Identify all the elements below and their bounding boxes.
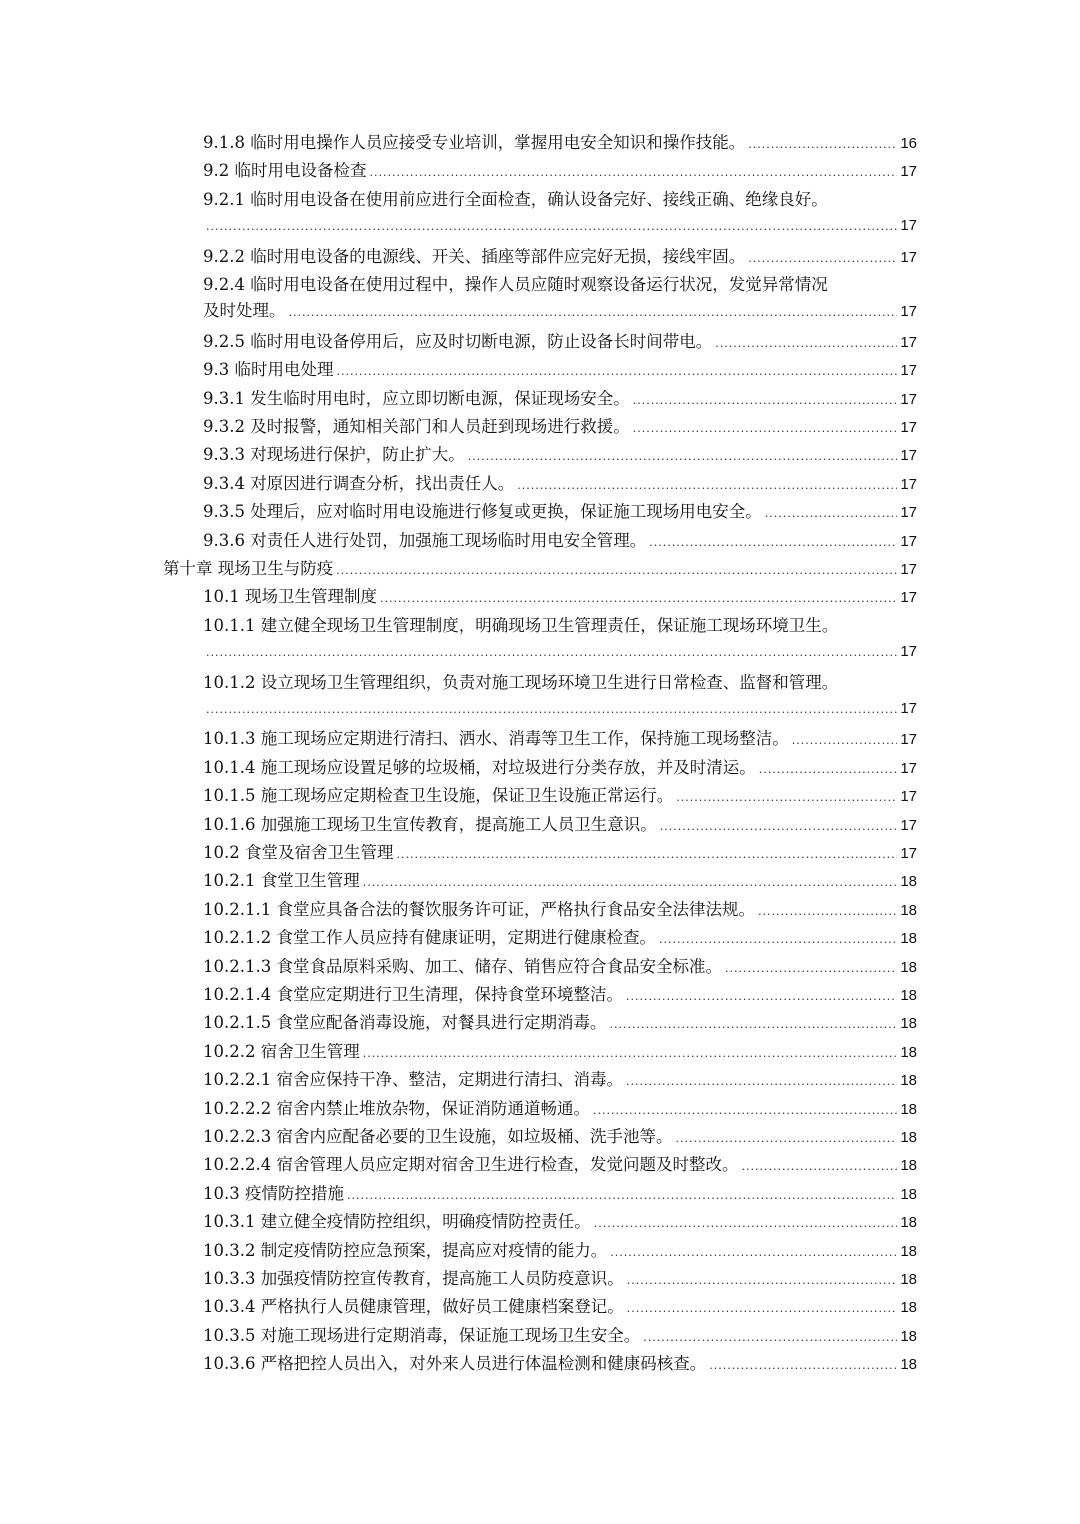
toc-entry[interactable] [203, 954, 917, 980]
toc-page-number: 18 [900, 958, 917, 976]
toc-page-number: 17 [900, 303, 917, 320]
toc-leader-dots [626, 1069, 897, 1095]
toc-entry-title: 10.1.3 施工现场应定期进行清扫、洒水、消毒等卫生工作，保持施工现场整洁。 [203, 729, 789, 749]
toc-entry-title: 10.2.2 宿舍卫生管理 [203, 1041, 360, 1061]
toc-entry-title: 10.3.1 建立健全疫情防控组织，明确疫情防控责任。 [203, 1212, 591, 1232]
toc-leader-dots [609, 1012, 897, 1038]
toc-leader-dots [675, 1126, 897, 1152]
toc-leader-dots [627, 1296, 898, 1322]
toc-entry-title: 9.3.6 对责任人进行处罚，加强施工现场临时用电安全管理。 [203, 530, 647, 550]
toc-page-number: 17 [900, 731, 917, 749]
toc-entry[interactable] [203, 1096, 917, 1122]
toc-leader-dots [748, 132, 897, 158]
toc-entry-title: 10.1.4 施工现场应设置足够的垃圾桶，对垃圾进行分类存放，并及时清运。 [203, 757, 756, 777]
toc-entry-title: 第十章 现场卫生与防疫 [163, 559, 334, 578]
toc-entry[interactable] [203, 187, 917, 244]
toc-page-number: 17 [900, 561, 917, 578]
toc-page-number: 17 [900, 475, 917, 493]
toc-entry-title: 10.3.4 严格执行人员健康管理，做好员工健康档案登记。 [203, 1297, 624, 1317]
toc-entry-title: 10.1.5 施工现场应定期检查卫生设施，保证卫生设施正常运行。 [203, 786, 674, 806]
toc-entry[interactable] [203, 471, 917, 497]
toc-leader-dots [468, 444, 898, 470]
toc-page-number: 17 [900, 759, 917, 777]
toc-leader-dots [626, 984, 897, 1010]
toc-leader-dots [206, 214, 897, 240]
toc-leader-dots [741, 1154, 897, 1180]
toc-leader-dots [363, 870, 898, 896]
toc-entry[interactable] [203, 1209, 917, 1235]
toc-entry-title: 10.3.5 对施工现场进行定期消毒，保证施工现场卫生安全。 [203, 1325, 641, 1345]
toc-page-number: 17 [900, 699, 917, 717]
toc-entry[interactable] [203, 584, 917, 610]
toc-entry-title: 10.2.2.4 宿舍管理人员应定期对宿舍卫生进行检查，发觉问题及时整改。 [203, 1155, 739, 1175]
toc-entry[interactable] [203, 386, 917, 412]
toc-leader-dots [633, 388, 898, 414]
toc-entry-title: 9.3.3 对现场进行保护，防止扩大。 [203, 445, 465, 465]
toc-entry[interactable] [203, 329, 917, 355]
toc-entry-title: 10.2.1.2 食堂工作人员应持有健康证明，定期进行健康检查。 [203, 928, 656, 948]
toc-entry-title: 9.3 临时用电处理 [203, 360, 334, 380]
toc-page-number: 18 [900, 1015, 917, 1033]
toc-entry-title-continued: 及时处理。 [203, 301, 286, 320]
toc-page-number: 17 [900, 390, 917, 408]
toc-entry[interactable] [203, 130, 917, 156]
toc-page-number: 18 [900, 1356, 917, 1374]
toc-entry[interactable] [203, 272, 917, 329]
toc-leader-dots [337, 359, 898, 385]
toc-leader-dots [610, 1240, 897, 1266]
toc-entry[interactable] [203, 726, 917, 752]
toc-leader-dots [633, 416, 898, 442]
toc-entry[interactable] [203, 1294, 917, 1320]
toc-entry-title: 10.2.2.2 宿舍内禁止堆放杂物，保证消防通道畅通。 [203, 1098, 590, 1118]
toc-entry-title: 10.3.2 制定疫情防控应急预案，提高应对疫情的能力。 [203, 1240, 608, 1260]
toc-leader-dots [659, 927, 897, 953]
toc-page-number: 18 [900, 930, 917, 948]
toc-page-number: 17 [900, 419, 917, 436]
toc-leader-dots [643, 1325, 897, 1351]
toc-entry[interactable] [203, 158, 917, 184]
toc-entry[interactable] [203, 755, 917, 781]
toc-entry[interactable] [203, 1010, 917, 1036]
toc-entry-title: 10.2.2.3 宿舍内应配备必要的卫生设施，如垃圾桶、洗手池等。 [203, 1127, 673, 1146]
toc-page-number: 18 [900, 1299, 917, 1317]
toc-leader-dots [370, 160, 898, 186]
toc-entry-title: 10.2 食堂及宿舍卫生管理 [203, 843, 394, 862]
toc-page-number: 18 [900, 1327, 917, 1345]
toc-page-number: 17 [900, 788, 917, 806]
toc-page-number: 17 [900, 642, 917, 660]
toc-entry-title: 9.3.4 对原因进行调查分析，找出责任人。 [203, 473, 515, 493]
toc-page-number: 17 [900, 447, 917, 465]
toc-entry[interactable] [203, 1266, 917, 1292]
toc-leader-dots [725, 956, 897, 982]
toc-entry-title: 9.3.2 及时报警，通知相关部门和人员赶到现场进行救援。 [203, 417, 630, 436]
toc-entry[interactable] [163, 556, 917, 582]
toc-page-number: 18 [900, 1043, 917, 1061]
toc-leader-dots [709, 1353, 897, 1379]
toc-entry-title: 9.3.5 处理后，应对临时用电设施进行修复或更换，保证施工现场用电安全。 [203, 502, 762, 522]
toc-entry-title: 10.2.2.1 宿舍应保持干净、整洁，定期进行清扫、消毒。 [203, 1070, 623, 1090]
toc-entry[interactable] [203, 897, 917, 923]
toc-page-number: 17 [900, 504, 917, 522]
toc-leader-dots [660, 814, 898, 840]
toc-entry[interactable] [203, 982, 917, 1008]
toc-leader-dots [363, 1041, 898, 1067]
toc-page-number: 17 [900, 845, 917, 862]
toc-entry-title: 10.1.2 设立现场卫生管理组织，负责对施工现场环境卫生进行日常检查、监督和管理。 [203, 672, 839, 692]
toc-page-number: 17 [900, 362, 917, 380]
toc-entry-title: 9.2 临时用电设备检查 [203, 161, 367, 181]
toc-entry-title: 10.1.6 加强施工现场卫生宣传教育，提高施工人员卫生意识。 [203, 814, 657, 834]
toc-page-number: 18 [900, 1157, 917, 1175]
toc-entry[interactable] [203, 1124, 917, 1150]
toc-leader-dots [759, 757, 898, 783]
toc-leader-dots [347, 1183, 897, 1209]
toc-entry[interactable] [203, 1323, 917, 1349]
toc-page-number: 17 [900, 532, 917, 550]
toc-entry-title: 10.2.1.5 食堂应配备消毒设施，对餐具进行定期消毒。 [203, 1013, 607, 1033]
toc-page-number: 18 [900, 1100, 917, 1118]
toc-entry[interactable] [203, 925, 917, 951]
toc-entry[interactable] [203, 1181, 917, 1207]
toc-page-number: 17 [900, 589, 917, 607]
toc-entry[interactable] [203, 414, 917, 440]
toc-entry[interactable] [203, 812, 917, 838]
toc-leader-dots [396, 842, 897, 868]
toc-leader-dots [758, 899, 897, 925]
toc-entry[interactable] [203, 1067, 917, 1093]
toc-page-number: 18 [900, 1185, 917, 1203]
toc-page-number: 18 [900, 901, 917, 919]
toc-leader-dots [289, 300, 898, 326]
toc-entry-title: 9.3.1 发生临时用电时，应立即切断电源，保证现场安全。 [203, 388, 630, 408]
toc-leader-dots [676, 785, 897, 811]
toc-entry-title: 10.1 现场卫生管理制度 [203, 587, 377, 607]
toc-page-number: 17 [900, 248, 917, 266]
toc-entry[interactable] [203, 1039, 917, 1065]
toc-page-number: 17 [900, 216, 917, 234]
toc-leader-dots [380, 586, 897, 612]
toc-leader-dots [748, 246, 897, 272]
toc-entry-title: 10.3.6 严格把控人员出入，对外来人员进行体温检测和健康码核查。 [203, 1354, 707, 1374]
toc-leader-dots [206, 697, 897, 723]
toc-entry[interactable] [203, 840, 917, 866]
toc-page-number: 17 [900, 333, 917, 351]
toc-page-number: 18 [900, 1242, 917, 1260]
toc-page-number: 18 [900, 1214, 917, 1232]
toc-entry-title: 9.2.5 临时用电设备停用后，应及时切断电源，防止设备长时间带电。 [203, 331, 713, 351]
toc-entry[interactable] [203, 528, 917, 554]
toc-entry-title: 10.2.1.4 食堂应定期进行卫生清理，保持食堂环境整洁。 [203, 985, 623, 1004]
toc-entry-title: 10.2.1 食堂卫生管理 [203, 871, 360, 891]
toc-entry-title: 9.2.4 临时用电设备在使用过程中，操作人员应随时观察设备运行状况，发觉异常情况 [203, 275, 828, 294]
toc-entry[interactable] [203, 670, 917, 727]
toc-entry-title: 9.2.2 临时用电设备的电源线、开关、插座等部件应完好无损，接线牢固。 [203, 246, 746, 266]
toc-entry[interactable] [203, 868, 917, 894]
toc-entry[interactable] [203, 244, 917, 270]
toc-entry[interactable] [203, 613, 917, 670]
toc-entry-title: 10.2.1.1 食堂应具备合法的餐饮服务许可证，严格执行食品安全法律法规。 [203, 899, 755, 919]
toc-entry[interactable] [203, 1238, 917, 1264]
toc-entry[interactable] [203, 442, 917, 468]
toc-page-number: 18 [900, 1271, 917, 1288]
toc-page-number: 18 [900, 987, 917, 1004]
toc-entry[interactable] [203, 1351, 917, 1377]
toc-leader-dots [206, 640, 897, 666]
toc-entry-title: 9.2.1 临时用电设备在使用前应进行全面检查，确认设备完好、接线正确、绝缘良好。 [203, 189, 828, 209]
toc-entry[interactable] [203, 1152, 917, 1178]
toc-entry-title: 10.2.1.3 食堂食品原料采购、加工、储存、销售应符合食品安全标准。 [203, 956, 722, 976]
toc-leader-dots [792, 728, 898, 754]
toc-page-number: 18 [900, 1072, 917, 1090]
toc-entry[interactable] [203, 499, 917, 525]
toc-leader-dots [627, 1268, 898, 1294]
toc-page-number: 18 [900, 873, 917, 891]
toc-entry[interactable] [203, 783, 917, 809]
toc-leader-dots [336, 558, 897, 584]
toc-page-number: 18 [900, 1129, 917, 1146]
toc-page-number: 17 [900, 163, 917, 181]
toc-leader-dots [765, 501, 898, 527]
toc-leader-dots [715, 331, 897, 357]
toc-leader-dots [517, 473, 897, 499]
toc-entry[interactable] [203, 357, 917, 383]
toc-entry-title: 10.3 疫情防控措施 [203, 1183, 344, 1203]
toc-entry-title: 9.1.8 临时用电操作人员应接受专业培训，掌握用电安全知识和操作技能。 [203, 133, 746, 152]
toc-leader-dots [649, 530, 897, 556]
toc-leader-dots [594, 1211, 898, 1237]
toc-page-number: 17 [900, 816, 917, 834]
toc-entry-title: 10.3.3 加强疫情防控宣传教育，提高施工人员防疫意识。 [203, 1269, 624, 1288]
toc-leader-dots [593, 1098, 897, 1124]
toc-entry-title: 10.1.1 建立健全现场卫生管理制度，明确现场卫生管理责任，保证施工现场环境卫生。 [203, 615, 839, 635]
toc-page-number: 16 [900, 135, 917, 152]
